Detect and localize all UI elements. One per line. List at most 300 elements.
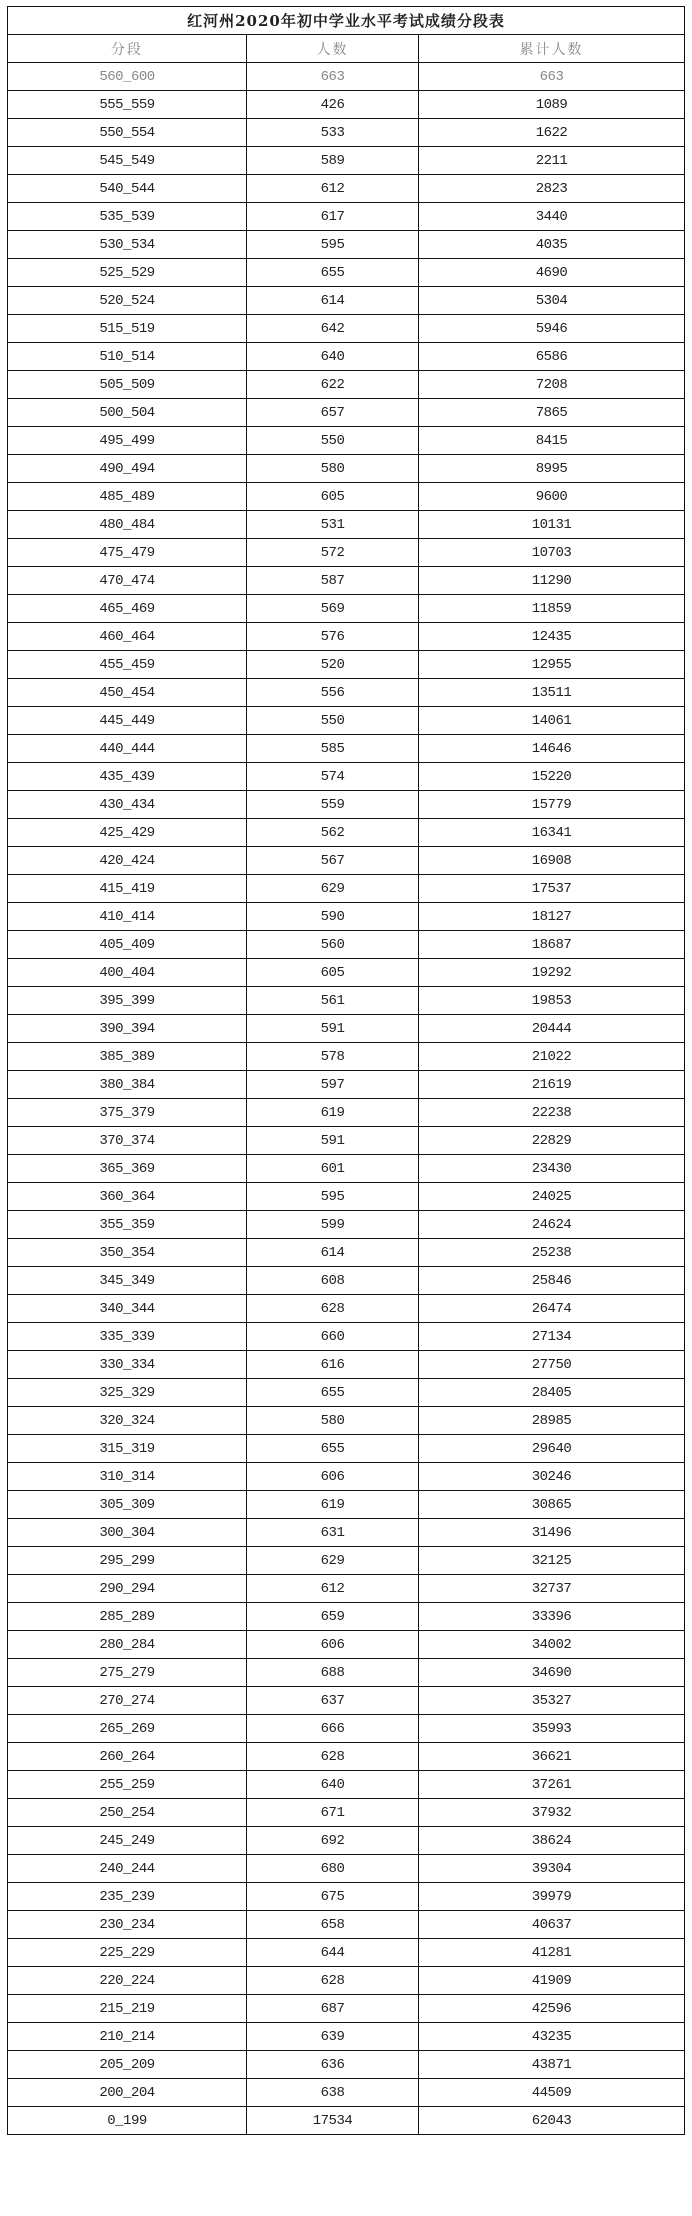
score-range-cell: 350_354 bbox=[8, 1239, 247, 1267]
score-range-cell: 410_414 bbox=[8, 903, 247, 931]
count-cell: 567 bbox=[247, 847, 419, 875]
score-range-cell: 320_324 bbox=[8, 1407, 247, 1435]
cumulative-count-cell: 15220 bbox=[419, 763, 685, 791]
table-row bbox=[8, 259, 685, 287]
count-cell: 640 bbox=[247, 1771, 419, 1799]
cumulative-count-cell: 13511 bbox=[419, 679, 685, 707]
count-cell: 663 bbox=[247, 63, 419, 91]
count-cell: 585 bbox=[247, 735, 419, 763]
count-cell: 605 bbox=[247, 959, 419, 987]
count-cell: 601 bbox=[247, 1155, 419, 1183]
cumulative-count-cell: 16908 bbox=[419, 847, 685, 875]
score-range-cell: 275_279 bbox=[8, 1659, 247, 1687]
score-range-cell: 555_559 bbox=[8, 91, 247, 119]
count-cell: 580 bbox=[247, 455, 419, 483]
count-cell: 572 bbox=[247, 539, 419, 567]
count-cell: 614 bbox=[247, 1239, 419, 1267]
cumulative-count-cell: 28985 bbox=[419, 1407, 685, 1435]
table-body bbox=[8, 63, 685, 2135]
score-range-cell: 485_489 bbox=[8, 483, 247, 511]
cumulative-count-cell: 42596 bbox=[419, 1995, 685, 2023]
count-cell: 569 bbox=[247, 595, 419, 623]
score-range-cell: 500_504 bbox=[8, 399, 247, 427]
count-cell: 591 bbox=[247, 1015, 419, 1043]
score-range-cell: 345_349 bbox=[8, 1267, 247, 1295]
table-row bbox=[8, 1323, 685, 1351]
cumulative-count-cell: 19853 bbox=[419, 987, 685, 1015]
score-range-cell: 405_409 bbox=[8, 931, 247, 959]
score-distribution-table bbox=[7, 6, 685, 2135]
cumulative-count-cell: 27134 bbox=[419, 1323, 685, 1351]
table-row bbox=[8, 1771, 685, 1799]
cumulative-count-cell: 20444 bbox=[419, 1015, 685, 1043]
count-cell: 606 bbox=[247, 1463, 419, 1491]
table-row bbox=[8, 1211, 685, 1239]
table-row bbox=[8, 147, 685, 175]
count-cell: 606 bbox=[247, 1631, 419, 1659]
table-row bbox=[8, 987, 685, 1015]
cumulative-count-cell: 11290 bbox=[419, 567, 685, 595]
cumulative-count-cell: 34002 bbox=[419, 1631, 685, 1659]
count-cell: 616 bbox=[247, 1351, 419, 1379]
column-header-count: 人数 bbox=[247, 35, 419, 63]
count-cell: 675 bbox=[247, 1883, 419, 1911]
table-row bbox=[8, 483, 685, 511]
score-range-cell: 250_254 bbox=[8, 1799, 247, 1827]
cumulative-count-cell: 62043 bbox=[419, 2107, 685, 2135]
score-range-cell: 270_274 bbox=[8, 1687, 247, 1715]
table-row bbox=[8, 1911, 685, 1939]
table-row bbox=[8, 679, 685, 707]
score-range-cell: 395_399 bbox=[8, 987, 247, 1015]
table-row bbox=[8, 287, 685, 315]
cumulative-count-cell: 37932 bbox=[419, 1799, 685, 1827]
score-range-cell: 315_319 bbox=[8, 1435, 247, 1463]
count-cell: 595 bbox=[247, 231, 419, 259]
table-row bbox=[8, 203, 685, 231]
cumulative-count-cell: 30865 bbox=[419, 1491, 685, 1519]
count-cell: 559 bbox=[247, 791, 419, 819]
cumulative-count-cell: 37261 bbox=[419, 1771, 685, 1799]
cumulative-count-cell: 16341 bbox=[419, 819, 685, 847]
table-row bbox=[8, 1099, 685, 1127]
cumulative-count-cell: 43235 bbox=[419, 2023, 685, 2051]
score-range-cell: 495_499 bbox=[8, 427, 247, 455]
table-row bbox=[8, 1827, 685, 1855]
cumulative-count-cell: 39304 bbox=[419, 1855, 685, 1883]
table-row bbox=[8, 931, 685, 959]
table-row bbox=[8, 1239, 685, 1267]
table-row bbox=[8, 1351, 685, 1379]
table-row bbox=[8, 1183, 685, 1211]
score-range-cell: 325_329 bbox=[8, 1379, 247, 1407]
count-cell: 587 bbox=[247, 567, 419, 595]
count-cell: 561 bbox=[247, 987, 419, 1015]
cumulative-count-cell: 24624 bbox=[419, 1211, 685, 1239]
score-range-cell: 400_404 bbox=[8, 959, 247, 987]
cumulative-count-cell: 3440 bbox=[419, 203, 685, 231]
cumulative-count-cell: 10131 bbox=[419, 511, 685, 539]
score-range-cell: 355_359 bbox=[8, 1211, 247, 1239]
count-cell: 655 bbox=[247, 259, 419, 287]
column-header-score-range: 分段 bbox=[8, 35, 247, 63]
cumulative-count-cell: 6586 bbox=[419, 343, 685, 371]
cumulative-count-cell: 2211 bbox=[419, 147, 685, 175]
score-range-cell: 385_389 bbox=[8, 1043, 247, 1071]
table-row bbox=[8, 2023, 685, 2051]
cumulative-count-cell: 1622 bbox=[419, 119, 685, 147]
cumulative-count-cell: 29640 bbox=[419, 1435, 685, 1463]
score-range-cell: 510_514 bbox=[8, 343, 247, 371]
cumulative-count-cell: 17537 bbox=[419, 875, 685, 903]
count-cell: 628 bbox=[247, 1295, 419, 1323]
score-range-cell: 480_484 bbox=[8, 511, 247, 539]
score-range-cell: 420_424 bbox=[8, 847, 247, 875]
table-row bbox=[8, 63, 685, 91]
table-row bbox=[8, 1631, 685, 1659]
score-range-cell: 490_494 bbox=[8, 455, 247, 483]
score-range-cell: 330_334 bbox=[8, 1351, 247, 1379]
cumulative-count-cell: 14646 bbox=[419, 735, 685, 763]
table-row bbox=[8, 651, 685, 679]
score-range-cell: 265_269 bbox=[8, 1715, 247, 1743]
score-range-cell: 300_304 bbox=[8, 1519, 247, 1547]
count-cell: 636 bbox=[247, 2051, 419, 2079]
cumulative-count-cell: 25846 bbox=[419, 1267, 685, 1295]
cumulative-count-cell: 44509 bbox=[419, 2079, 685, 2107]
count-cell: 692 bbox=[247, 1827, 419, 1855]
cumulative-count-cell: 1089 bbox=[419, 91, 685, 119]
score-range-cell: 560_600 bbox=[8, 63, 247, 91]
count-cell: 629 bbox=[247, 1547, 419, 1575]
count-cell: 660 bbox=[247, 1323, 419, 1351]
cumulative-count-cell: 19292 bbox=[419, 959, 685, 987]
header-row bbox=[8, 35, 685, 63]
count-cell: 578 bbox=[247, 1043, 419, 1071]
count-cell: 597 bbox=[247, 1071, 419, 1099]
table-row bbox=[8, 371, 685, 399]
title-row bbox=[8, 7, 685, 35]
cumulative-count-cell: 23430 bbox=[419, 1155, 685, 1183]
score-range-cell: 360_364 bbox=[8, 1183, 247, 1211]
score-range-cell: 530_534 bbox=[8, 231, 247, 259]
count-cell: 426 bbox=[247, 91, 419, 119]
cumulative-count-cell: 18687 bbox=[419, 931, 685, 959]
score-range-cell: 430_434 bbox=[8, 791, 247, 819]
score-range-cell: 260_264 bbox=[8, 1743, 247, 1771]
table-row bbox=[8, 791, 685, 819]
count-cell: 638 bbox=[247, 2079, 419, 2107]
score-range-cell: 450_454 bbox=[8, 679, 247, 707]
table-row bbox=[8, 511, 685, 539]
table-row bbox=[8, 1295, 685, 1323]
cumulative-count-cell: 25238 bbox=[419, 1239, 685, 1267]
cumulative-count-cell: 22238 bbox=[419, 1099, 685, 1127]
table-row bbox=[8, 1995, 685, 2023]
score-range-cell: 465_469 bbox=[8, 595, 247, 623]
cumulative-count-cell: 32125 bbox=[419, 1547, 685, 1575]
column-header-cumulative: 累计人数 bbox=[419, 35, 685, 63]
count-cell: 589 bbox=[247, 147, 419, 175]
score-range-cell: 365_369 bbox=[8, 1155, 247, 1183]
count-cell: 550 bbox=[247, 427, 419, 455]
cumulative-count-cell: 12435 bbox=[419, 623, 685, 651]
cumulative-count-cell: 24025 bbox=[419, 1183, 685, 1211]
score-range-cell: 425_429 bbox=[8, 819, 247, 847]
count-cell: 644 bbox=[247, 1939, 419, 1967]
table-row bbox=[8, 595, 685, 623]
cumulative-count-cell: 9600 bbox=[419, 483, 685, 511]
table-row bbox=[8, 763, 685, 791]
score-range-cell: 295_299 bbox=[8, 1547, 247, 1575]
cumulative-count-cell: 31496 bbox=[419, 1519, 685, 1547]
table-row bbox=[8, 175, 685, 203]
score-range-cell: 215_219 bbox=[8, 1995, 247, 2023]
cumulative-count-cell: 2823 bbox=[419, 175, 685, 203]
count-cell: 637 bbox=[247, 1687, 419, 1715]
table-row bbox=[8, 1715, 685, 1743]
cumulative-count-cell: 32737 bbox=[419, 1575, 685, 1603]
count-cell: 628 bbox=[247, 1743, 419, 1771]
score-range-cell: 545_549 bbox=[8, 147, 247, 175]
count-cell: 688 bbox=[247, 1659, 419, 1687]
table-row bbox=[8, 1687, 685, 1715]
score-range-cell: 390_394 bbox=[8, 1015, 247, 1043]
count-cell: 659 bbox=[247, 1603, 419, 1631]
cumulative-count-cell: 8415 bbox=[419, 427, 685, 455]
score-range-cell: 505_509 bbox=[8, 371, 247, 399]
count-cell: 680 bbox=[247, 1855, 419, 1883]
score-range-cell: 280_284 bbox=[8, 1631, 247, 1659]
table-row bbox=[8, 1463, 685, 1491]
count-cell: 622 bbox=[247, 371, 419, 399]
score-range-cell: 235_239 bbox=[8, 1883, 247, 1911]
cumulative-count-cell: 663 bbox=[419, 63, 685, 91]
count-cell: 533 bbox=[247, 119, 419, 147]
score-range-cell: 515_519 bbox=[8, 315, 247, 343]
table-row bbox=[8, 2079, 685, 2107]
count-cell: 599 bbox=[247, 1211, 419, 1239]
count-cell: 531 bbox=[247, 511, 419, 539]
score-range-cell: 230_234 bbox=[8, 1911, 247, 1939]
table-row bbox=[8, 735, 685, 763]
table-row bbox=[8, 315, 685, 343]
cumulative-count-cell: 28405 bbox=[419, 1379, 685, 1407]
cumulative-count-cell: 11859 bbox=[419, 595, 685, 623]
table-row bbox=[8, 2051, 685, 2079]
cumulative-count-cell: 26474 bbox=[419, 1295, 685, 1323]
cumulative-count-cell: 10703 bbox=[419, 539, 685, 567]
cumulative-count-cell: 5304 bbox=[419, 287, 685, 315]
count-cell: 642 bbox=[247, 315, 419, 343]
table-row bbox=[8, 1799, 685, 1827]
count-cell: 595 bbox=[247, 1183, 419, 1211]
table-row bbox=[8, 707, 685, 735]
cumulative-count-cell: 41281 bbox=[419, 1939, 685, 1967]
score-range-cell: 415_419 bbox=[8, 875, 247, 903]
table-row bbox=[8, 1435, 685, 1463]
count-cell: 605 bbox=[247, 483, 419, 511]
count-cell: 591 bbox=[247, 1127, 419, 1155]
count-cell: 619 bbox=[247, 1099, 419, 1127]
cumulative-count-cell: 35993 bbox=[419, 1715, 685, 1743]
count-cell: 612 bbox=[247, 175, 419, 203]
cumulative-count-cell: 41909 bbox=[419, 1967, 685, 1995]
table-row bbox=[8, 1659, 685, 1687]
count-cell: 550 bbox=[247, 707, 419, 735]
score-range-cell: 305_309 bbox=[8, 1491, 247, 1519]
table-row bbox=[8, 567, 685, 595]
count-cell: 619 bbox=[247, 1491, 419, 1519]
count-cell: 640 bbox=[247, 343, 419, 371]
cumulative-count-cell: 34690 bbox=[419, 1659, 685, 1687]
score-range-cell: 340_344 bbox=[8, 1295, 247, 1323]
table-row bbox=[8, 399, 685, 427]
table-row bbox=[8, 875, 685, 903]
count-cell: 671 bbox=[247, 1799, 419, 1827]
table-row bbox=[8, 1407, 685, 1435]
table-row bbox=[8, 1127, 685, 1155]
score-range-cell: 370_374 bbox=[8, 1127, 247, 1155]
count-cell: 590 bbox=[247, 903, 419, 931]
table-row bbox=[8, 959, 685, 987]
count-cell: 655 bbox=[247, 1435, 419, 1463]
count-cell: 562 bbox=[247, 819, 419, 847]
score-range-cell: 205_209 bbox=[8, 2051, 247, 2079]
score-range-cell: 210_214 bbox=[8, 2023, 247, 2051]
cumulative-count-cell: 22829 bbox=[419, 1127, 685, 1155]
score-range-cell: 535_539 bbox=[8, 203, 247, 231]
cumulative-count-cell: 43871 bbox=[419, 2051, 685, 2079]
table-row bbox=[8, 343, 685, 371]
cumulative-count-cell: 21619 bbox=[419, 1071, 685, 1099]
cumulative-count-cell: 35327 bbox=[419, 1687, 685, 1715]
table-row bbox=[8, 119, 685, 147]
cumulative-count-cell: 36621 bbox=[419, 1743, 685, 1771]
score-range-cell: 520_524 bbox=[8, 287, 247, 315]
count-cell: 639 bbox=[247, 2023, 419, 2051]
score-range-cell: 380_384 bbox=[8, 1071, 247, 1099]
table-row bbox=[8, 91, 685, 119]
count-cell: 617 bbox=[247, 203, 419, 231]
count-cell: 17534 bbox=[247, 2107, 419, 2135]
table-row bbox=[8, 1855, 685, 1883]
score-range-cell: 540_544 bbox=[8, 175, 247, 203]
count-cell: 520 bbox=[247, 651, 419, 679]
table-row bbox=[8, 1547, 685, 1575]
table-row bbox=[8, 2107, 685, 2135]
score-range-cell: 335_339 bbox=[8, 1323, 247, 1351]
table-row bbox=[8, 1967, 685, 1995]
cumulative-count-cell: 27750 bbox=[419, 1351, 685, 1379]
count-cell: 608 bbox=[247, 1267, 419, 1295]
score-range-cell: 200_204 bbox=[8, 2079, 247, 2107]
cumulative-count-cell: 38624 bbox=[419, 1827, 685, 1855]
score-range-cell: 460_464 bbox=[8, 623, 247, 651]
table-row bbox=[8, 539, 685, 567]
table-row bbox=[8, 623, 685, 651]
table-row bbox=[8, 1491, 685, 1519]
table-row bbox=[8, 847, 685, 875]
score-range-cell: 285_289 bbox=[8, 1603, 247, 1631]
table-row bbox=[8, 1519, 685, 1547]
score-range-cell: 375_379 bbox=[8, 1099, 247, 1127]
cumulative-count-cell: 30246 bbox=[419, 1463, 685, 1491]
table-row bbox=[8, 1743, 685, 1771]
count-cell: 614 bbox=[247, 287, 419, 315]
cumulative-count-cell: 18127 bbox=[419, 903, 685, 931]
score-range-cell: 445_449 bbox=[8, 707, 247, 735]
table-row bbox=[8, 903, 685, 931]
count-cell: 658 bbox=[247, 1911, 419, 1939]
score-range-cell: 240_244 bbox=[8, 1855, 247, 1883]
score-range-cell: 310_314 bbox=[8, 1463, 247, 1491]
count-cell: 574 bbox=[247, 763, 419, 791]
cumulative-count-cell: 12955 bbox=[419, 651, 685, 679]
count-cell: 629 bbox=[247, 875, 419, 903]
count-cell: 556 bbox=[247, 679, 419, 707]
cumulative-count-cell: 7865 bbox=[419, 399, 685, 427]
table-row bbox=[8, 1575, 685, 1603]
table-row bbox=[8, 1015, 685, 1043]
table-row bbox=[8, 1939, 685, 1967]
count-cell: 560 bbox=[247, 931, 419, 959]
cumulative-count-cell: 33396 bbox=[419, 1603, 685, 1631]
table-row bbox=[8, 1267, 685, 1295]
score-range-cell: 435_439 bbox=[8, 763, 247, 791]
cumulative-count-cell: 21022 bbox=[419, 1043, 685, 1071]
cumulative-count-cell: 14061 bbox=[419, 707, 685, 735]
count-cell: 631 bbox=[247, 1519, 419, 1547]
count-cell: 687 bbox=[247, 1995, 419, 2023]
cumulative-count-cell: 4690 bbox=[419, 259, 685, 287]
cumulative-count-cell: 40637 bbox=[419, 1911, 685, 1939]
score-range-cell: 225_229 bbox=[8, 1939, 247, 1967]
score-range-cell: 475_479 bbox=[8, 539, 247, 567]
count-cell: 628 bbox=[247, 1967, 419, 1995]
count-cell: 612 bbox=[247, 1575, 419, 1603]
count-cell: 666 bbox=[247, 1715, 419, 1743]
table-row bbox=[8, 1043, 685, 1071]
table-row bbox=[8, 427, 685, 455]
score-range-cell: 470_474 bbox=[8, 567, 247, 595]
cumulative-count-cell: 5946 bbox=[419, 315, 685, 343]
table-row bbox=[8, 1379, 685, 1407]
count-cell: 576 bbox=[247, 623, 419, 651]
score-range-cell: 0_199 bbox=[8, 2107, 247, 2135]
table-title: 红河州2020年初中学业水平考试成绩分段表 bbox=[8, 7, 685, 35]
table-row bbox=[8, 231, 685, 259]
score-range-cell: 220_224 bbox=[8, 1967, 247, 1995]
cumulative-count-cell: 39979 bbox=[419, 1883, 685, 1911]
score-range-cell: 550_554 bbox=[8, 119, 247, 147]
cumulative-count-cell: 4035 bbox=[419, 231, 685, 259]
score-range-cell: 290_294 bbox=[8, 1575, 247, 1603]
score-range-cell: 440_444 bbox=[8, 735, 247, 763]
cumulative-count-cell: 15779 bbox=[419, 791, 685, 819]
count-cell: 657 bbox=[247, 399, 419, 427]
cumulative-count-cell: 7208 bbox=[419, 371, 685, 399]
table-row bbox=[8, 1071, 685, 1099]
score-range-cell: 255_259 bbox=[8, 1771, 247, 1799]
table-row bbox=[8, 1883, 685, 1911]
score-range-cell: 245_249 bbox=[8, 1827, 247, 1855]
score-range-cell: 455_459 bbox=[8, 651, 247, 679]
count-cell: 655 bbox=[247, 1379, 419, 1407]
count-cell: 580 bbox=[247, 1407, 419, 1435]
table-row bbox=[8, 819, 685, 847]
table-row bbox=[8, 1603, 685, 1631]
